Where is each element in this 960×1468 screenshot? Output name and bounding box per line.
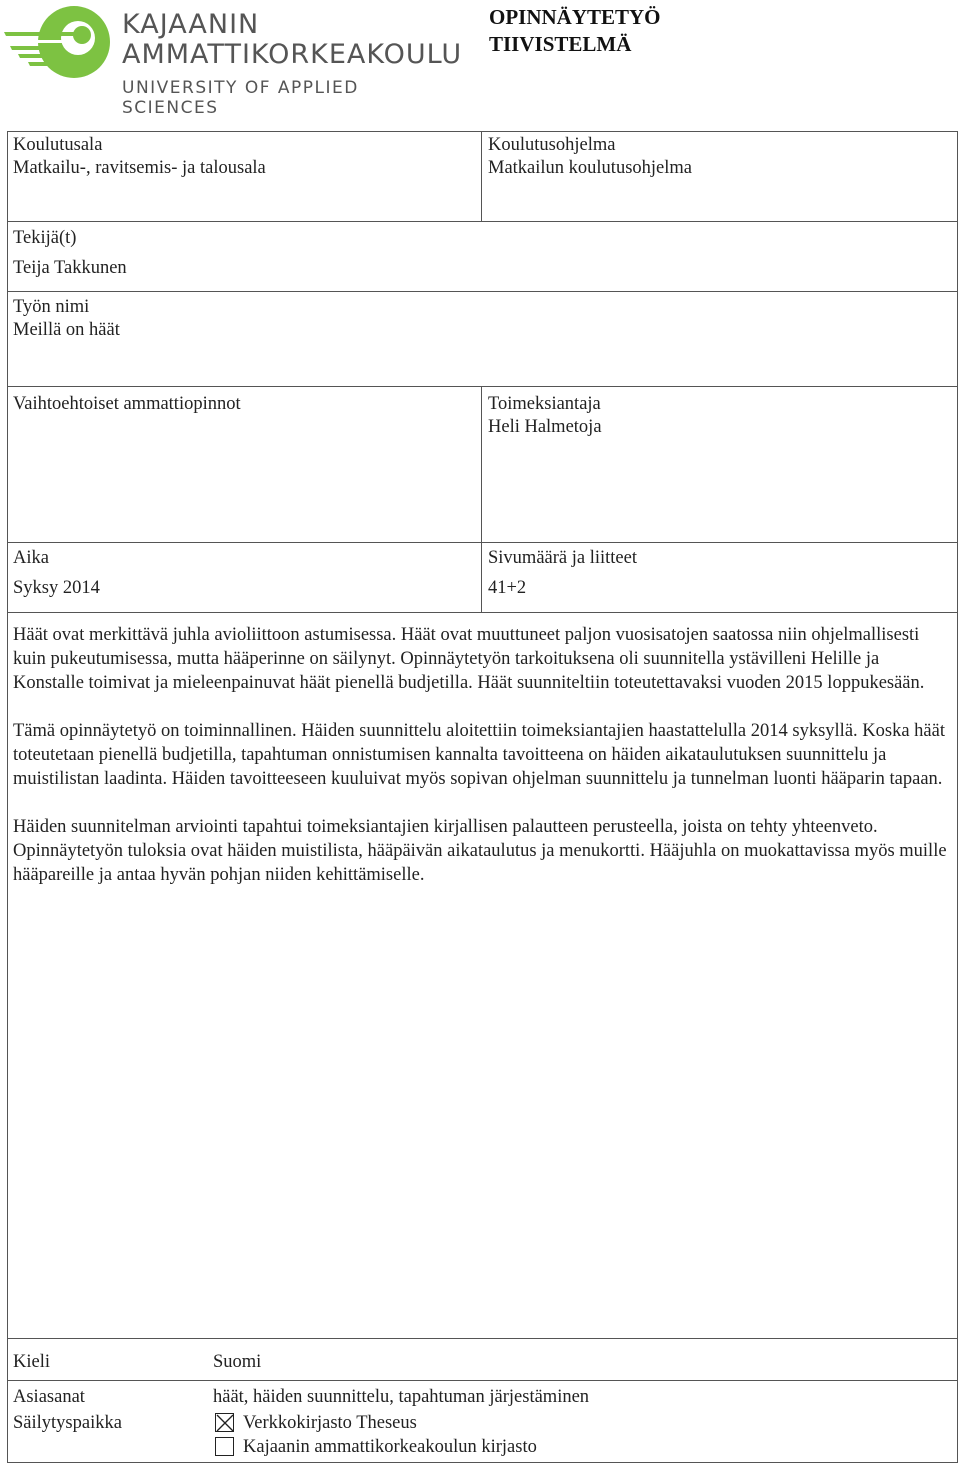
rule: [7, 131, 958, 132]
kamk-logo: [4, 2, 463, 118]
rule: [7, 221, 958, 222]
aika-label: Aika: [13, 548, 49, 568]
toimeksiantaja-label: Toimeksiantaja: [488, 394, 601, 414]
aika-value: Syksy 2014: [13, 578, 100, 598]
logo-line-1: KAJAANIN: [122, 9, 260, 40]
document-title-line-1: OPINNÄYTETYÖ: [489, 5, 661, 29]
rule: [7, 1462, 958, 1463]
rule: [7, 1338, 958, 1339]
vaihtoehtoiset-label: Vaihtoehtoiset ammattiopinnot: [13, 394, 241, 414]
rule: [481, 386, 482, 612]
checkbox-x-icon: [216, 1414, 235, 1433]
sailytyspaikka-label: Säilytyspaikka: [13, 1413, 122, 1433]
asiasanat-value: häät, häiden suunnittelu, tapahtuman järjestäminen: [213, 1387, 590, 1407]
toimeksiantaja-value: Heli Halmetoja: [488, 417, 602, 437]
kamk-library-option-label: Kajaanin ammattikorkeakoulun kirjasto: [243, 1437, 537, 1457]
document-title-line-2: TIIVISTELMÄ: [489, 32, 632, 56]
logo-line-3: UNIVERSITY OF APPLIED SCIENCES: [122, 78, 359, 118]
tyon-nimi-label: Työn nimi: [13, 297, 90, 317]
rule: [7, 291, 958, 292]
koulutusala-label: Koulutusala: [13, 135, 103, 155]
tekija-value: Teija Takkunen: [13, 258, 127, 278]
rule: [7, 612, 958, 613]
rule: [7, 542, 958, 543]
abstract-body: [13, 623, 948, 911]
koulutusohjelma-label: Koulutusohjelma: [488, 135, 616, 155]
asiasanat-label: Asiasanat: [13, 1387, 85, 1407]
rule: [7, 386, 958, 387]
sivumaara-value: 41+2: [488, 578, 527, 598]
logo-line-2: AMMATTIKORKEAKOULU: [122, 39, 463, 70]
sivumaara-label: Sivumäärä ja liitteet: [488, 548, 637, 568]
koulutusohjelma-value: Matkailun koulutusohjelma: [488, 158, 692, 178]
rule: [481, 131, 482, 221]
document-title: [489, 4, 661, 58]
tyon-nimi-value: Meillä on häät: [13, 320, 120, 340]
abstract-paragraph: Tämä opinnäytetyö on toiminnallinen. Häiden suunnittelu aloitettiin toimeksiantajien haastattelulla 2014 syksyllä. Koska häät toteutetaan pienellä budjetilla, tapahtuman onnistumisen kannalta tavoitteena on häiden aikataulutuksen suunnittelu ja muistilistan laadinta. Häiden tavoitteeseen kuuluivat myös sopivan ohjelman suunnittelu ja tunnelman luonti hääparin tapaan.: [13, 721, 945, 789]
abstract-paragraph: Häät ovat merkittävä juhla avioliittoon astumisessa. Häät ovat muuttuneet paljon vuosisatojen saatossa niin ohjelmallisesti kuin pukeutumisessa, mutta hääperinne on säilynyt. Opinnäytetyön tarkoituksena oli suunnitella ystävilleni Helille ja Konstalle toimivat ja mieleenpainuvat häät pienellä budjetilla. Häät suunniteltiin toteutettavaksi vuoden 2015 loppukesään.: [13, 625, 925, 693]
rule: [7, 1380, 958, 1381]
theseus-option-label: Verkkokirjasto Theseus: [243, 1413, 417, 1433]
kamk-library-checkbox[interactable]: [215, 1437, 234, 1456]
rule: [7, 131, 8, 1463]
tekija-label: Tekijä(t): [13, 228, 77, 248]
koulutusala-value: Matkailu-, ravitsemis- ja talousala: [13, 158, 266, 178]
abstract-paragraph: Häiden suunnitelman arviointi tapahtui toimeksiantajien kirjallisen palautteen perusteella, joista on tehty yhteenveto. Opinnäytetyön tuloksia ovat häiden muistilista, hääpäivän aikataulutus ja menukortti. Hääjuhla on muokattavissa myös muille hääpareille ja antaa hyvän pohjan niiden kehittämiselle.: [13, 817, 947, 885]
theseus-checkbox[interactable]: [215, 1413, 234, 1432]
kieli-value: Suomi: [213, 1352, 262, 1372]
logo-mark-icon: [4, 2, 114, 82]
kieli-label: Kieli: [13, 1352, 50, 1372]
rule: [957, 131, 958, 1463]
